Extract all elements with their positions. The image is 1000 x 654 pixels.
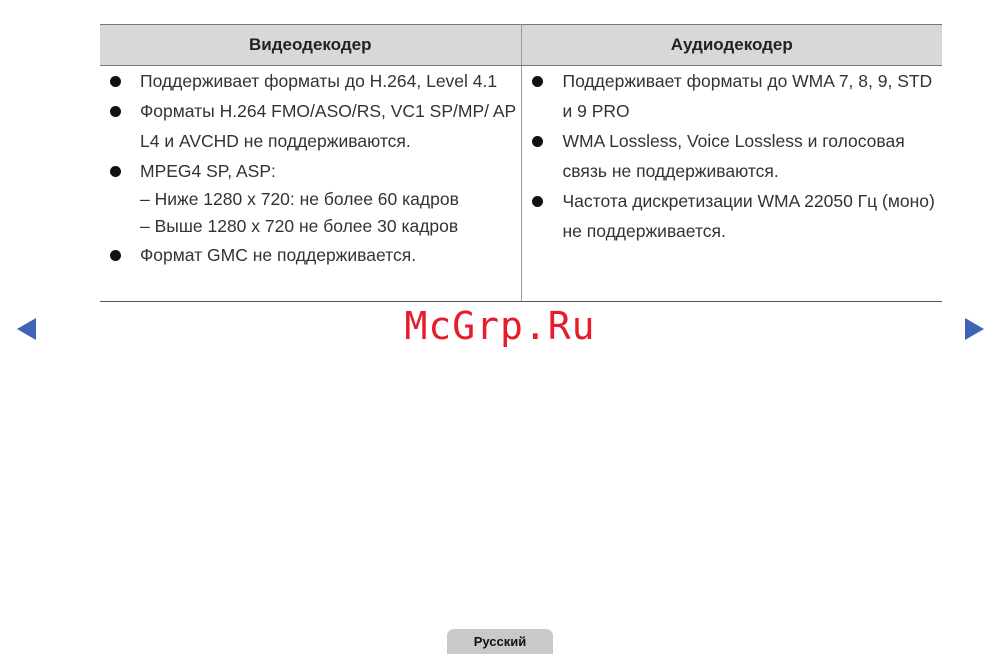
bullet-icon — [532, 136, 543, 147]
audio-decoder-list — [522, 66, 943, 246]
language-tab[interactable]: Русский — [447, 629, 553, 654]
video-item-text: Поддерживает форматы до H.264, Level 4.1 — [140, 71, 498, 91]
list-item — [522, 186, 943, 246]
video-item-text: Формат GMC не поддерживается. — [140, 245, 417, 265]
header-audio-decoder: Аудиодекодер — [521, 25, 942, 66]
table-header-row — [100, 25, 942, 66]
list-item — [100, 96, 521, 156]
triangle-right-icon[interactable] — [965, 318, 984, 340]
list-item — [522, 66, 943, 126]
bullet-icon — [110, 250, 121, 261]
decoder-spec-table — [100, 24, 942, 302]
bullet-icon — [532, 76, 543, 87]
video-decoder-list — [100, 66, 521, 270]
watermark: McGrp.Ru — [404, 304, 596, 348]
list-item — [522, 126, 943, 186]
audio-item-text: Частота дискретизации WMA 22050 Гц (моно) не поддерживается. — [562, 191, 935, 241]
bullet-icon — [110, 106, 121, 117]
list-item — [100, 240, 521, 270]
video-decoder-cell — [100, 66, 521, 302]
list-item — [100, 156, 521, 240]
audio-item-text: WMA Lossless, Voice Lossless и голосовая связь не поддерживаются. — [562, 131, 905, 181]
table-row — [100, 66, 942, 302]
bullet-icon — [532, 196, 543, 207]
list-item — [100, 66, 521, 96]
bullet-icon — [110, 76, 121, 87]
header-video-decoder: Видеодекодер — [100, 25, 521, 66]
video-subitem: – Выше 1280 x 720 не более 30 кадров — [140, 216, 459, 236]
video-subitem: – Ниже 1280 x 720: не более 60 кадров — [140, 189, 459, 209]
video-item-text: MPEG4 SP, ASP: — [140, 161, 276, 181]
bullet-icon — [110, 166, 121, 177]
audio-decoder-cell — [521, 66, 942, 302]
video-item-text: Форматы H.264 FMO/ASO/RS, VC1 SP/MP/ AP L4 и AVCHD не поддерживаются. — [140, 101, 516, 151]
audio-item-text: Поддерживает форматы до WMA 7, 8, 9, STD и 9 PRO — [562, 71, 933, 121]
